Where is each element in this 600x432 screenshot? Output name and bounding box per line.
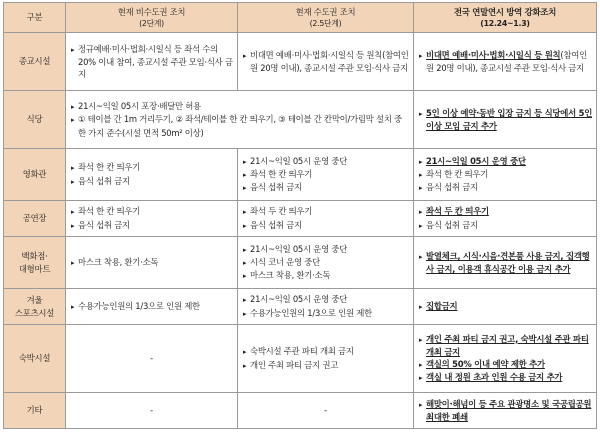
header-row — [4, 3, 597, 33]
col3-cell — [414, 33, 597, 91]
highlight-item: ▸ 발열체크, 시식·시음·견본품 사용 금지, 집객행사 금지, 이용객 휴식공간 이용 금지 추가 — [417, 250, 593, 275]
category-cell — [4, 289, 66, 325]
list-item: ▸ 21시~익일 05시 운영 중단 — [241, 293, 410, 306]
list-item: ▸ 마스크 착용, 환기·소독 — [241, 269, 410, 282]
category-line: 대형마트 — [18, 263, 51, 274]
category-cell — [4, 237, 66, 289]
col1-cell — [66, 149, 238, 201]
list-item: ▸ 음식 섭취 금지 — [417, 219, 593, 232]
list-item: ▸ 숙박시설 주관 파티 개최 금지 — [241, 345, 410, 358]
measures-table — [3, 2, 597, 429]
list-item: ▸ ① 테이블 간 1m 거리두기, ② 좌석/테이블 한 칸 띄우기, ③ 테이블 간 칸막이/가림막 설치 중 한 가지 준수(시설 면적 50m² 이상) — [69, 113, 410, 138]
highlight-item: ▸ 집합금지 — [417, 300, 593, 313]
header-col2-sub: (2.5단계) — [309, 18, 342, 28]
list-item: ▸ 좌석 두 칸 띄우기 — [241, 205, 410, 218]
category-cell: 기타 — [4, 393, 66, 429]
col1-cell: - — [66, 325, 238, 393]
list-item: ▸ 시식 코너 운영 중단 — [241, 256, 410, 269]
list-item: ▸ 좌석 한 칸 띄우기 — [241, 168, 410, 181]
category-cell: 영화관 — [4, 149, 66, 201]
header-category: 구분 — [4, 3, 66, 33]
col2-cell — [238, 33, 414, 91]
list-item: ▸ 음식 섭취 금지 — [69, 219, 234, 232]
col2-cell: - — [238, 393, 414, 429]
highlight-item: ▸ 객실 내 정원 초과 인원 수용 금지 추가 — [417, 371, 593, 384]
col3-cell — [414, 393, 597, 429]
row-restaurant — [4, 91, 597, 149]
highlight-item: ▸ 해맞이·해넘이 등 주요 관광명소 및 국공립공원 최대한 폐쇄 — [417, 398, 593, 423]
list-item: ▸ 음식 섭취 금지 — [241, 219, 410, 232]
header-col3 — [414, 3, 597, 33]
col3-cell — [414, 289, 597, 325]
row-department-store — [4, 237, 597, 289]
category-line: 백화점· — [21, 251, 48, 262]
category-cell: 공연장 — [4, 201, 66, 237]
col2-cell — [238, 289, 414, 325]
col1-cell: - — [66, 393, 238, 429]
col3-cell — [414, 201, 597, 237]
header-col2 — [238, 3, 414, 33]
header-col1-title: 현재 비수도권 조치 — [117, 6, 186, 17]
list-item: ▸ 마스크 착용, 환기·소독 — [69, 256, 234, 269]
col2-cell — [238, 237, 414, 289]
header-col2-title: 현재 수도권 조치 — [295, 6, 356, 17]
header-col3-title: 전국 연말연시 방역 강화조치 — [453, 6, 557, 17]
highlight-item: ▸ 개인 주최 파티 금지 권고, 숙박시설 주관 파티 개최 금지 — [417, 333, 593, 358]
list-item: ▸ 수용가능인원의 1/3으로 인원 제한 — [241, 307, 410, 320]
row-lodging — [4, 325, 597, 393]
col3-cell — [414, 237, 597, 289]
category-line: 겨울 — [26, 295, 43, 306]
col3-cell — [414, 325, 597, 393]
list-item: ▸ 개인 주최 파티 금지 권고 — [241, 359, 410, 372]
header-col1-sub: (2단계) — [139, 18, 164, 28]
highlight-item: ▸ 21시~익일 05시 운영 중단 — [417, 155, 593, 168]
row-religious — [4, 33, 597, 91]
highlight-item: 비대면 예배·미사·법회·시일식 등 원칙 — [426, 49, 561, 60]
highlight-item: ▸ 5인 이상 예약·동반 입장 금지 등 식당에서 5인 이상 모임 금지 추가 — [417, 107, 593, 132]
list-item: ▸ 좌석 한 칸 띄우기 — [417, 168, 593, 181]
highlight-item: ▸ 객실의 50% 이내 예약 제한 추가 — [417, 358, 593, 371]
col3-cell — [414, 149, 597, 201]
row-cinema — [4, 149, 597, 201]
col1-cell — [66, 289, 238, 325]
list-item: ▸ 21시~익일 05시 운영 중단 — [241, 155, 410, 168]
row-winter-sports — [4, 289, 597, 325]
list-item: ▸ 21시~익일 05시 포장·배달만 허용 — [69, 100, 410, 113]
col1-cell — [66, 201, 238, 237]
list-item: ▸ 좌석 한 칸 띄우기 — [69, 161, 234, 174]
list-item: ▸ 정규예배·미사·법회·시일식 등 좌석 수의 20% 이내 참여, 종교시설 주관 모임·식사 금지 — [69, 43, 234, 81]
col3-cell — [414, 91, 597, 149]
highlight-item: ▸ 좌석 두 칸 띄우기 — [417, 205, 593, 218]
category-cell: 숙박시설 — [4, 325, 66, 393]
list-item: ▸ 음식 섭취 금지 — [69, 175, 234, 188]
category-line: 스포츠시설 — [14, 307, 55, 318]
list-item: ▸ 좌석 한 칸 띄우기 — [69, 205, 234, 218]
list-item: ▸ 21시~익일 05시 운영 중단 — [241, 243, 410, 256]
plain-text: (참여인원 20명 이내), 종교시설 주관 모임·식사 금지 — [426, 49, 587, 73]
col1-cell — [66, 237, 238, 289]
list-item: ▸ 비대면 예배·미사·법회·시일식 등 원칙(참여인원 20명 이내), 종교시설 주관 모임·식사 금지 — [241, 49, 410, 74]
col2-cell — [238, 325, 414, 393]
col2-cell — [238, 149, 414, 201]
col1-cell — [66, 33, 238, 91]
list-item: ▸ 음식 섭취 금지 — [417, 181, 593, 194]
category-cell: 종교시설 — [4, 33, 66, 91]
list-item: ▸ 음식 섭취 금지 — [241, 181, 410, 194]
row-theater — [4, 201, 597, 237]
list-item: ▸ 수용가능인원의 1/3으로 인원 제한 — [69, 300, 234, 313]
header-col3-sub: (12.24~1.3) — [480, 18, 530, 28]
category-cell: 식당 — [4, 91, 66, 149]
col12-cell — [66, 91, 414, 149]
header-col1 — [66, 3, 238, 33]
row-other — [4, 393, 597, 429]
col2-cell — [238, 201, 414, 237]
